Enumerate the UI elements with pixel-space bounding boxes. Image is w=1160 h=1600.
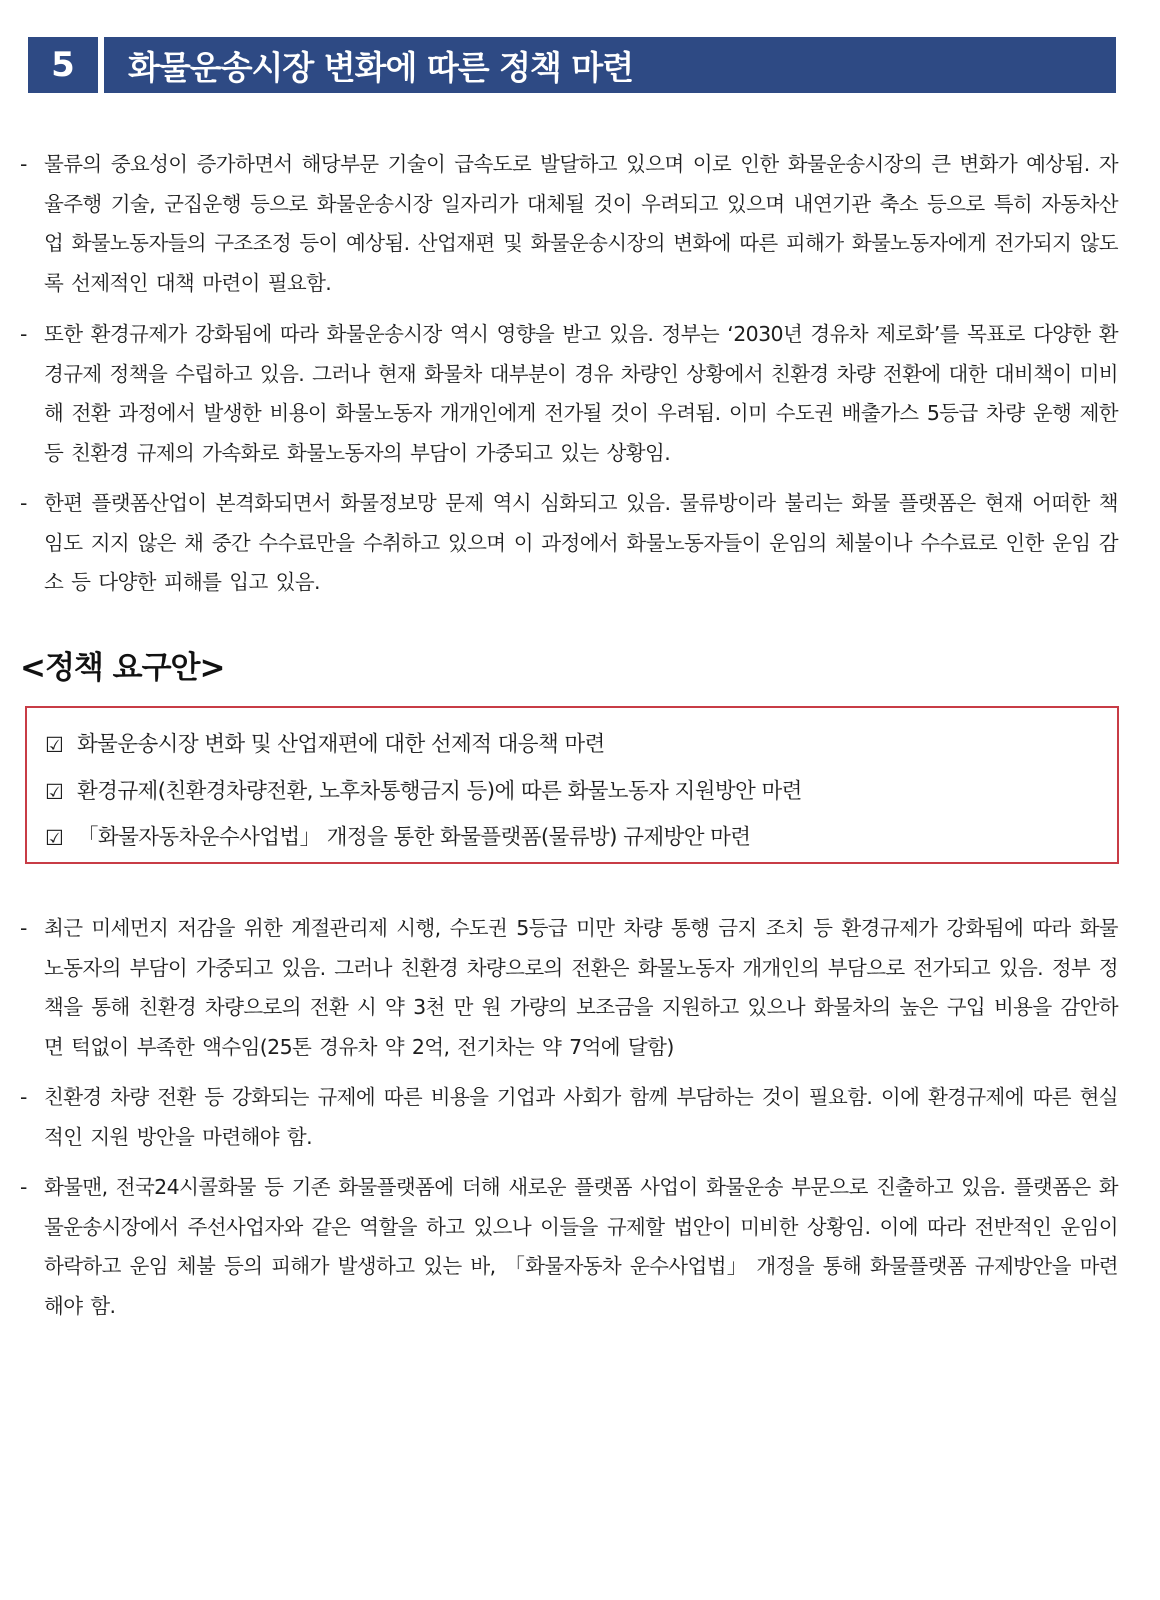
paragraph-4 (20, 909, 1118, 1067)
bullet-dash: - (20, 1175, 27, 1199)
paragraph-text: 친환경 차량 전환 등 강화되는 규제에 따른 비용을 기업과 사회가 함께 부담하는 것이 필요함. 이에 환경규제에 따른 현실적인 지원 방안을 마련해야 함. (44, 1085, 1118, 1149)
paragraph-text: 또한 환경규제가 강화됨에 따라 화물운송시장 역시 영향을 받고 있음. 정부는 ‘2030년 경유차 제로화’를 목표로 다양한 환경규제 정책을 수립하고 있음. 그러나 현재 화물차 대부분이 경유 차량인 상황에서 친환경 차량 전환에 대한 대비책이 미비해 전환 과정에서 발생한 비용이 화물노동자 개개인에게 전가될 것이 우려됨. 이미 수도권 배출가스 5등급 차량 운행 제한 등 친환경 규제의 가속화로 화물노동자의 부담이 가중되고 있는 상황임. (44, 322, 1118, 465)
policy-item (45, 722, 1117, 769)
paragraph-text: 한편 플랫폼산업이 본격화되면서 화물정보망 문제 역시 심화되고 있음. 물류방이라 불리는 화물 플랫폼은 현재 어떠한 책임도 지지 않은 채 중간 수수료만을 수취하고 있으며 이 과정에서 화물노동자들이 운임의 체불이나 수수료로 인한 운임 감소 등 다양한 피해를 입고 있음. (44, 491, 1118, 594)
checkbox-checked-icon: ☑ (45, 779, 64, 804)
paragraph-3 (20, 484, 1118, 603)
policy-item (45, 815, 1117, 862)
policy-item-text: 환경규제(친환경차량전환, 노후차통행금지 등)에 따른 화물노동자 지원방안 마련 (77, 778, 802, 804)
policy-item-text: 「화물자동차운수사업법」 개정을 통한 화물플랫폼(물류방) 규제방안 마련 (77, 825, 751, 850)
bullet-dash: - (20, 1085, 27, 1109)
bullet-dash: - (20, 152, 27, 176)
bullet-dash: - (20, 916, 27, 940)
paragraph-text: 물류의 중요성이 증가하면서 해당부문 기술이 급속도로 발달하고 있으며 이로 인한 화물운송시장의 큰 변화가 예상됨. 자율주행 기술, 군집운행 등으로 화물운송시장 일자리가 대체될 것이 우려되고 있으며 내연기관 축소 등으로 특히 자동차산업 화물노동자들의 구조조정 등이 예상됨. 산업재편 및 화물운송시장의 변화에 따른 피해가 화물노동자에게 전가되지 않도록 선제적인 대책 마련이 필요함. (44, 152, 1118, 295)
section-number: 5 (28, 37, 98, 93)
paragraph-text: 화물맨, 전국24시콜화물 등 기존 화물플랫폼에 더해 새로운 플랫폼 사업이 화물운송 부문으로 진출하고 있음. 플랫폼은 화물운송시장에서 주선사업자와 같은 역할을 하고 있으나 이들을 규제할 법안이 미비한 상황임. 이에 따라 전반적인 운임이 하락하고 운임 체불 등의 피해가 발생하고 있는 바, 「화물자동차 운수사업법」 개정을 통해 화물플랫폼 규제방안을 마련해야 함. (44, 1175, 1118, 1318)
paragraph-1 (20, 145, 1118, 303)
section-header (28, 37, 1116, 93)
paragraph-2 (20, 315, 1118, 473)
policy-box (25, 706, 1119, 864)
bullet-dash: - (20, 322, 27, 346)
checkbox-checked-icon: ☑ (45, 826, 64, 850)
section-title: 화물운송시장 변화에 따른 정책 마련 (104, 37, 1116, 93)
paragraph-text: 최근 미세먼지 저감을 위한 계절관리제 시행, 수도권 5등급 미만 차량 통행 금지 조치 등 환경규제가 강화됨에 따라 화물노동자의 부담이 가중되고 있음. 그러나 친환경 차량으로의 전환은 화물노동자 개개인의 부담으로 전가되고 있음. 정부 정책을 통해 친환경 차량으로의 전환 시 약 3천 만 원 가량의 보조금을 지원하고 있으나 화물차의 높은 구입 비용을 감안하면 턱없이 부족한 액수임(25톤 경유차 약 2억, 전기차는 약 7억에 달함) (44, 916, 1118, 1059)
policy-item-text: 화물운송시장 변화 및 산업재편에 대한 선제적 대응책 마련 (77, 732, 605, 757)
bullet-dash: - (20, 491, 27, 515)
checkbox-checked-icon: ☑ (45, 733, 64, 757)
policy-heading: <정책 요구안> (20, 650, 225, 686)
paragraph-5 (20, 1078, 1118, 1157)
policy-item (45, 769, 1117, 816)
paragraph-6 (20, 1168, 1118, 1326)
